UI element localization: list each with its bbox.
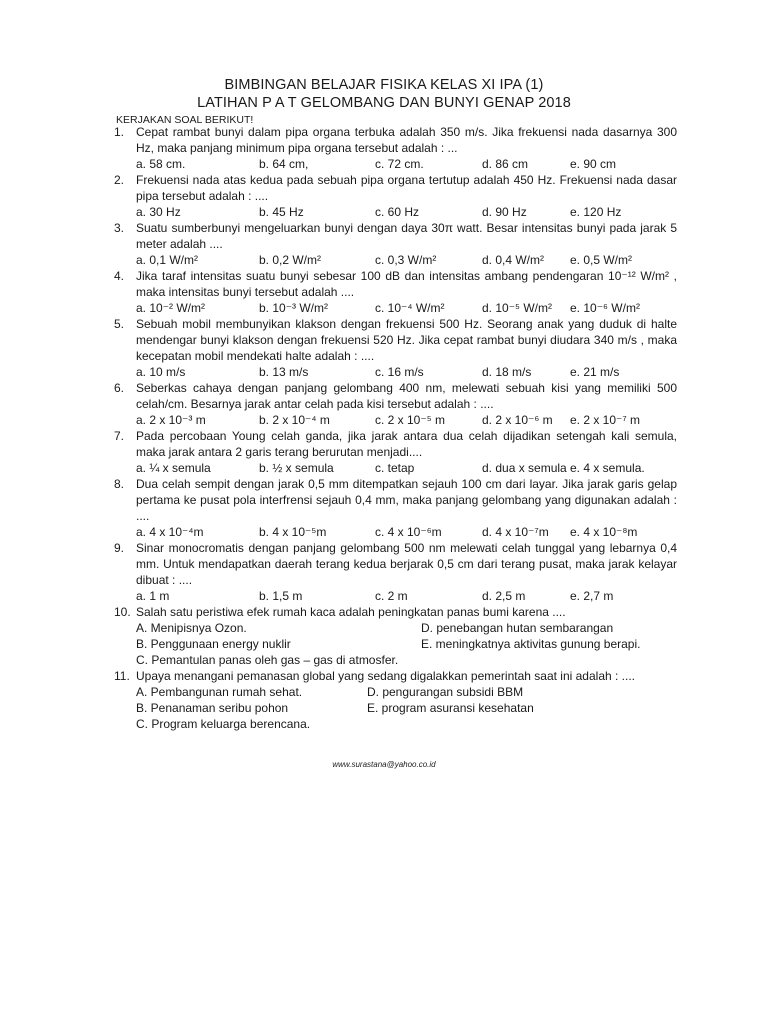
option-b: b. 45 Hz (259, 205, 304, 219)
option-row (0, 300, 768, 316)
option-e: E. program asuransi kesehatan (367, 701, 534, 715)
option-e: e. 21 m/s (570, 365, 620, 379)
question-number: 2. (114, 173, 125, 187)
option-row (0, 252, 768, 268)
option-a: A. Pembangunan rumah sehat. (136, 685, 303, 699)
question-8 (0, 476, 768, 540)
option-e: E. meningkatnya aktivitas gunung berapi. (421, 637, 641, 651)
question-text: Pada percobaan Young celah ganda, jika jarak antara dua celah dijadikan setengah kali semula, maka jarak antara 2 garis terang berurutan menjadi.... (136, 429, 677, 459)
option-e: e. 4 x 10⁻⁸m (570, 525, 638, 539)
option-d: d. 86 cm (482, 157, 529, 171)
option-row (0, 412, 768, 428)
option-d: d. 4 x 10⁻⁷m (482, 525, 549, 539)
option-c: c. 0,3 W/m² (375, 253, 437, 267)
question-text: Suatu sumberbunyi mengeluarkan bunyi dengan daya 30π watt. Besar intensitas bunyi pada jarak 5 meter adalah .... (136, 221, 677, 251)
option-row (0, 620, 768, 636)
question-text: Sinar monocromatis dengan panjang gelombang 500 nm melewati celah tunggal yang lebarnya 0,4 mm. Untuk mendapatkan daerah terang kedua berjarak 0,5 cm dari terang pusat, maka jarak kelayar dibuat : .... (136, 541, 677, 587)
option-d: d. dua x semula (482, 461, 567, 475)
option-d: d. 2,5 m (482, 589, 526, 603)
question-number: 7. (114, 429, 125, 443)
question-number: 3. (114, 221, 125, 235)
question-number: 1. (114, 125, 125, 139)
question-number: 9. (114, 541, 125, 555)
option-d: d. 18 m/s (482, 365, 532, 379)
option-a: A. Menipisnya Ozon. (136, 621, 247, 635)
option-row (0, 460, 768, 476)
option-d: d. 2 x 10⁻⁶ m (482, 413, 553, 427)
option-c: c. 2 x 10⁻⁵ m (375, 413, 445, 427)
question-7 (0, 428, 768, 476)
option-b: b. 10⁻³ W/m² (259, 301, 329, 315)
option-a: a. 4 x 10⁻⁴m (136, 525, 204, 539)
question-number: 10. (114, 605, 131, 619)
question-1 (0, 124, 768, 172)
option-e: e. 0,5 W/m² (570, 253, 633, 267)
option-c: C. Program keluarga berencana. (136, 717, 311, 731)
option-a: a. 0,1 W/m² (136, 253, 199, 267)
option-row (0, 636, 768, 652)
instruction-text: KERJAKAN SOAL BERIKUT! (116, 114, 254, 126)
question-3 (0, 220, 768, 268)
question-number: 6. (114, 381, 125, 395)
question-text: Frekuensi nada atas kedua pada sebuah pipa organa tertutup adalah 450 Hz. Frekuensi nada dasar pipa tersebut adalah : .... (136, 173, 677, 203)
option-d: D. pengurangan subsidi BBM (367, 685, 524, 699)
question-text: Sebuah mobil membunyikan klakson dengan frekuensi 500 Hz. Seorang anak yang duduk di halte mendengar bunyi klakson dengan frekuensi 520 Hz. Jika cepat rambat bunyi diudara 340 m/s , maka kecepatan mobil mendekati halte adalah : .... (136, 317, 677, 363)
question-10 (0, 604, 768, 668)
option-row (0, 716, 768, 732)
question-number: 8. (114, 477, 125, 491)
option-a: a. 30 Hz (136, 205, 181, 219)
option-row (0, 588, 768, 604)
option-d: d. 0,4 W/m² (482, 253, 545, 267)
option-b: b. 13 m/s (259, 365, 309, 379)
option-b: b. 1,5 m (259, 589, 303, 603)
option-c: c. 10⁻⁴ W/m² (375, 301, 445, 315)
option-row (0, 364, 768, 380)
question-text: Salah satu peristiwa efek rumah kaca adalah peningkatan panas bumi karena .... (136, 605, 566, 619)
option-a: a. ¼ x semula (136, 461, 211, 475)
footer-email: www.surastana@yahoo.co.id (332, 760, 436, 769)
option-a: a. 10⁻² W/m² (136, 301, 206, 315)
question-number: 4. (114, 269, 125, 283)
option-e: e. 2,7 m (570, 589, 614, 603)
question-5 (0, 316, 768, 380)
option-a: a. 1 m (136, 589, 170, 603)
option-c: c. 60 Hz (375, 205, 420, 219)
option-c: c. 4 x 10⁻⁶m (375, 525, 442, 539)
question-list (0, 124, 768, 732)
option-b: B. Penggunaan energy nuklir (136, 637, 291, 651)
question-2 (0, 172, 768, 220)
option-e: e. 120 Hz (570, 205, 622, 219)
option-row (0, 652, 768, 668)
option-d: d. 10⁻⁵ W/m² (482, 301, 552, 315)
question-text: Seberkas cahaya dengan panjang gelombang 400 nm, melewati sebuah kisi yang memiliki 500 celah/cm. Besarnya jarak antar celah pada kisi tersebut adalah : .... (136, 381, 677, 411)
option-c: c. 2 m (375, 589, 408, 603)
question-6 (0, 380, 768, 428)
option-c: c. 16 m/s (375, 365, 424, 379)
question-number: 5. (114, 317, 125, 331)
option-d: D. penebangan hutan sembarangan (421, 621, 614, 635)
option-b: b. 0,2 W/m² (259, 253, 322, 267)
option-d: d. 90 Hz (482, 205, 527, 219)
option-b: b. 64 cm, (259, 157, 309, 171)
option-row (0, 204, 768, 220)
option-a: a. 2 x 10⁻³ m (136, 413, 206, 427)
option-a: a. 10 m/s (136, 365, 186, 379)
question-text: Upaya menangani pemanasan global yang sedang digalakkan pemerintah saat ini adalah : .... (136, 669, 636, 683)
document-title: BIMBINGAN BELAJAR FISIKA KELAS XI IPA (1) (224, 77, 544, 93)
document-subtitle: LATIHAN P A T GELOMBANG DAN BUNYI GENAP 2018 (197, 95, 571, 111)
option-e: e. 90 cm (570, 157, 617, 171)
question-number: 11. (114, 669, 130, 683)
option-row (0, 156, 768, 172)
question-11 (0, 668, 768, 732)
option-row (0, 684, 768, 700)
option-c: c. 72 cm. (375, 157, 424, 171)
option-e: e. 10⁻⁶ W/m² (570, 301, 640, 315)
question-text: Cepat rambat bunyi dalam pipa organa terbuka adalah 350 m/s. Jika frekuensi nada dasarnya 300 Hz, maka panjang minimum pipa organa tersebut adalah : ... (136, 125, 677, 155)
question-text: Jika taraf intensitas suatu bunyi sebesar 100 dB dan intensitas ambang pendengaran 10⁻¹² W/m² , maka intensitas bunyi tersebut adalah .... (136, 269, 677, 299)
option-row (0, 524, 768, 540)
option-c: C. Pemantulan panas oleh gas – gas di atmosfer. (136, 653, 399, 667)
option-b: b. 4 x 10⁻⁵m (259, 525, 327, 539)
option-b: b. 2 x 10⁻⁴ m (259, 413, 330, 427)
option-c: c. tetap (375, 461, 415, 475)
option-row (0, 700, 768, 716)
question-4 (0, 268, 768, 316)
question-text: Dua celah sempit dengan jarak 0,5 mm ditempatkan sejauh 100 cm dari layar. Jika jarak garis gelap pertama ke pusat pola interfrensi sejauh 0,4 mm, maka panjang gelombang yang digunakan adalah : .... (136, 477, 677, 523)
question-9 (0, 540, 768, 604)
option-b: B. Penanaman seribu pohon (136, 701, 289, 715)
option-b: b. ½ x semula (259, 461, 334, 475)
option-e: e. 4 x semula. (570, 461, 645, 475)
option-e: e. 2 x 10⁻⁷ m (570, 413, 641, 427)
option-a: a. 58 cm. (136, 157, 186, 171)
